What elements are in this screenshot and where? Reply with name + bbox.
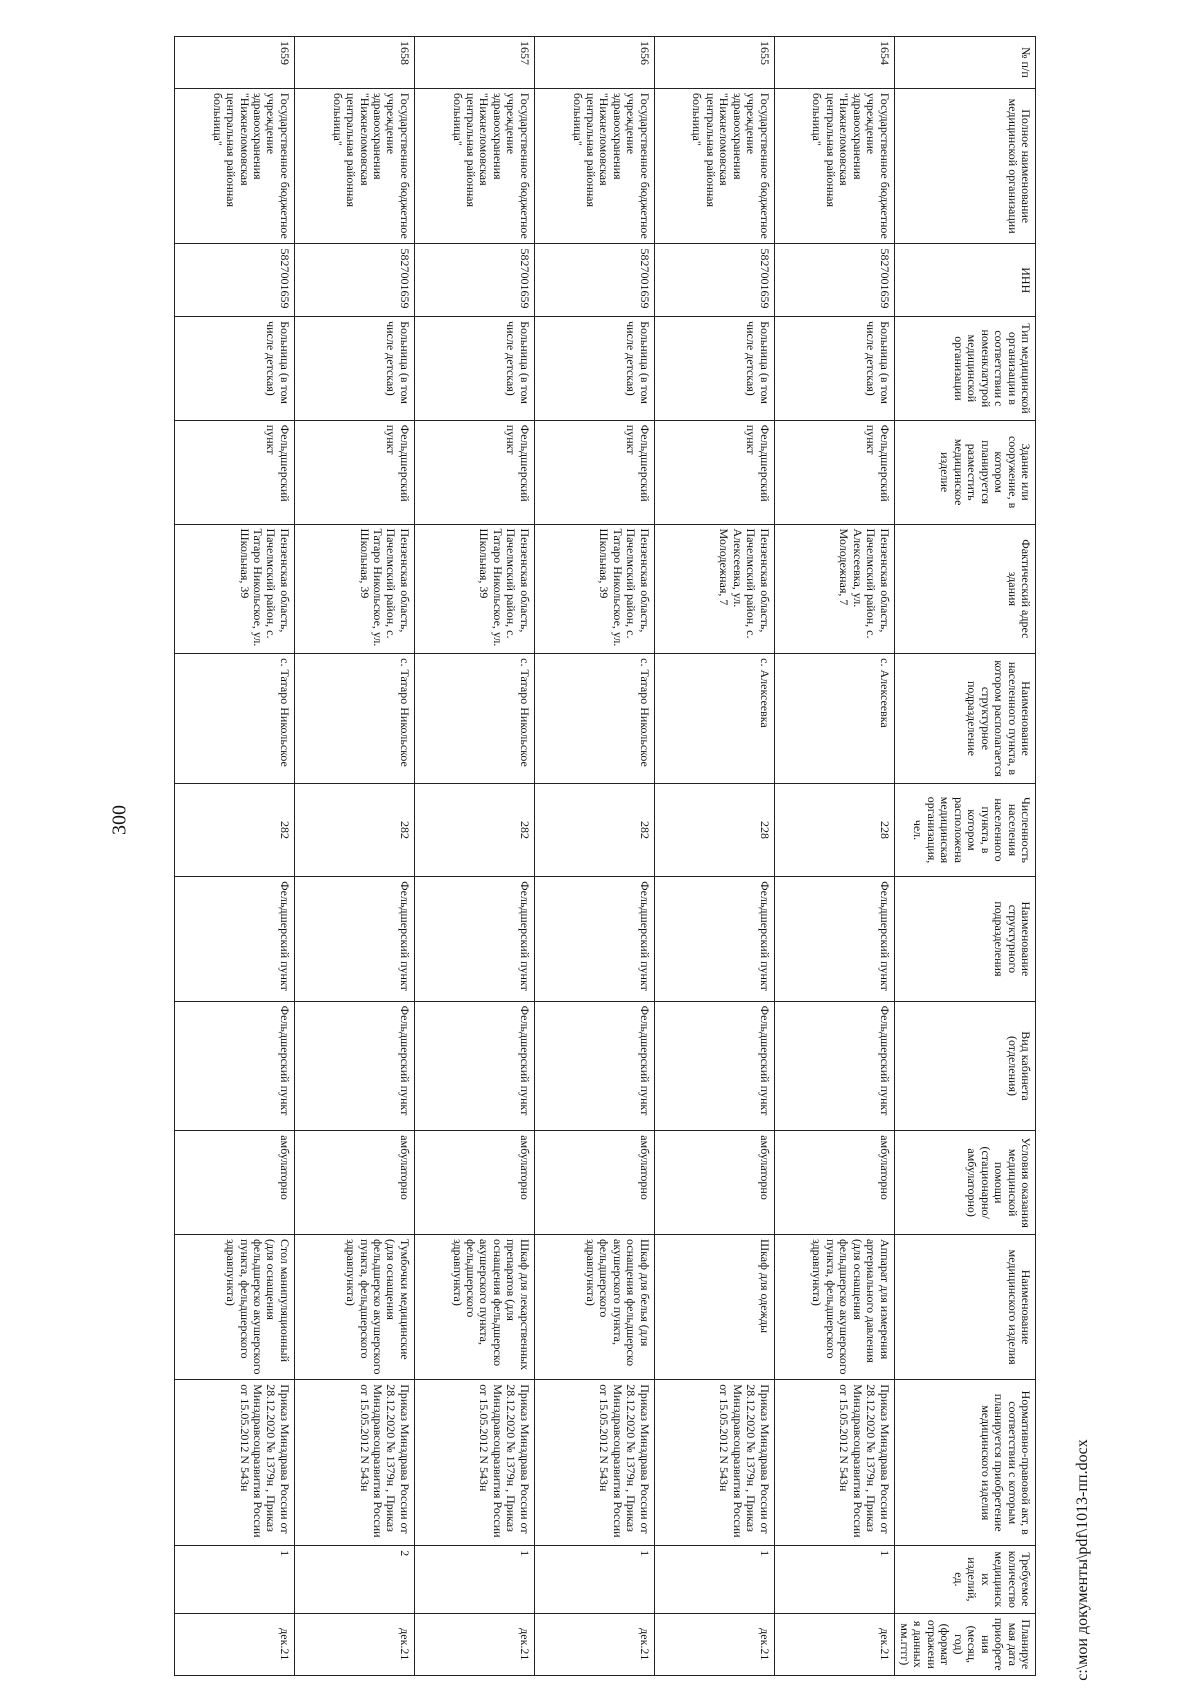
table-header-row — [894, 37, 1035, 1676]
cell-settlement: с. Татаро Никольское — [414, 654, 534, 784]
cell-unit: Фельдшерский пункт — [294, 877, 414, 1001]
cell-population: 282 — [534, 783, 654, 876]
cell-date: дек.21 — [534, 1613, 654, 1675]
cell-address: Пензенская область, Пачелмский район, с. Алексеевка, ул. Молодежная, 7 — [774, 524, 894, 654]
cell-qty: 1 — [654, 1546, 774, 1613]
cell-device: Аппарат для измерения артериального давления (для оснащения фельдшерско акушерского пункта, фельдшерского здравпункта) — [774, 1235, 894, 1380]
cell-building: Фельдшерский пункт — [534, 420, 654, 524]
cell-population: 228 — [654, 783, 774, 876]
equipment-table — [174, 36, 1036, 1676]
table-row — [534, 37, 654, 1676]
cell-num: 1655 — [654, 37, 774, 89]
cell-org: Государственное бюджетное учреждение здравоохранения "Нижнеломовская центральная районная больница" — [534, 88, 654, 244]
cell-population: 282 — [414, 783, 534, 876]
cell-type: Больница (в том числе детская) — [175, 317, 295, 421]
cell-num: 1657 — [414, 37, 534, 89]
page-number: 300 — [108, 805, 131, 835]
header-building: Здание или сооружение, в котором планируется разместить медицинское изделие — [894, 420, 1035, 524]
cell-unit: Фельдшерский пункт — [774, 877, 894, 1001]
cell-qty: 1 — [774, 1546, 894, 1613]
header-inn: ИНН — [894, 244, 1035, 317]
cell-qty: 1 — [534, 1546, 654, 1613]
cell-num: 1654 — [774, 37, 894, 89]
cell-building: Фельдшерский пункт — [774, 420, 894, 524]
cell-num: 1656 — [534, 37, 654, 89]
cell-conditions: амбулаторно — [294, 1131, 414, 1235]
header-unit: Наименование структурного подразделения — [894, 877, 1035, 1001]
cell-cabinet: Фельдшерский пункт — [294, 1001, 414, 1131]
cell-settlement: с. Татаро Никольское — [534, 654, 654, 784]
header-type: Тип медицинской организации в соответствии с номенклатурой медицинской организации — [894, 317, 1035, 421]
cell-cabinet: Фельдшерский пункт — [534, 1001, 654, 1131]
cell-org: Государственное бюджетное учреждение здравоохранения "Нижнеломовская центральная районная больница" — [175, 88, 295, 244]
header-cabinet: Вид кабинета (отделения) — [894, 1001, 1035, 1131]
equipment-table-rotated — [174, 36, 1036, 1676]
cell-device: Тумбочки медицинские (для оснащения фельдшерско акушерского пункта, фельдшерского здравпункта) — [294, 1235, 414, 1380]
cell-date: дек.21 — [774, 1613, 894, 1675]
cell-date: дек.21 — [414, 1613, 534, 1675]
cell-qty: 1 — [175, 1546, 295, 1613]
cell-device: Шкаф для лекарственных препаратов (для оснащения фельдшерско акушерского пункта, фельдшерского здравпункта) — [414, 1235, 534, 1380]
file-path: c:\мои документы\pdf\1013-пп.docx — [1074, 1439, 1091, 1681]
cell-conditions: амбулаторно — [534, 1131, 654, 1235]
cell-org: Государственное бюджетное учреждение здравоохранения "Нижнеломовская центральная районная больница" — [414, 88, 534, 244]
header-num: № п/п — [894, 37, 1035, 89]
cell-inn: 5827001659 — [774, 244, 894, 317]
cell-unit: Фельдшерский пункт — [175, 877, 295, 1001]
cell-unit: Фельдшерский пункт — [534, 877, 654, 1001]
cell-device: Шкаф для одежды — [654, 1235, 774, 1380]
cell-act: Приказ Минздрава России от 28.12.2020 № 1379н , Приказ Минздравсоцразвития России от 15.05.2012 N 543н — [414, 1380, 534, 1546]
cell-type: Больница (в том числе детская) — [294, 317, 414, 421]
cell-type: Больница (в том числе детская) — [414, 317, 534, 421]
cell-settlement: с. Татаро Никольское — [294, 654, 414, 784]
cell-conditions: амбулаторно — [654, 1131, 774, 1235]
cell-unit: Фельдшерский пункт — [654, 877, 774, 1001]
cell-population: 282 — [294, 783, 414, 876]
cell-cabinet: Фельдшерский пункт — [414, 1001, 534, 1131]
cell-date: дек.21 — [654, 1613, 774, 1675]
cell-act: Приказ Минздрава России от 28.12.2020 № 1379н , Приказ Минздравсоцразвития России от 15.05.2012 N 543н — [534, 1380, 654, 1546]
table-row — [414, 37, 534, 1676]
cell-conditions: амбулаторно — [414, 1131, 534, 1235]
cell-num: 1659 — [175, 37, 295, 89]
cell-act: Приказ Минздрава России от 28.12.2020 № 1379н , Приказ Минздравсоцразвития России от 15.05.2012 N 543н — [294, 1380, 414, 1546]
header-device: Наименование медицинского изделия — [894, 1235, 1035, 1380]
table-row — [175, 37, 295, 1676]
cell-cabinet: Фельдшерский пункт — [175, 1001, 295, 1131]
cell-type: Больница (в том числе детская) — [534, 317, 654, 421]
cell-date: дек.21 — [294, 1613, 414, 1675]
cell-address: Пензенская область, Пачелмский район, с. Татаро Никольское, ул. Школьная, 39 — [175, 524, 295, 654]
cell-qty: 2 — [294, 1546, 414, 1613]
cell-org: Государственное бюджетное учреждение здравоохранения "Нижнеломовская центральная районная больница" — [294, 88, 414, 244]
header-date: Планируемая дата приобретения (месяц, год) (формат отражения данных мм.гггг) — [894, 1613, 1035, 1675]
cell-address: Пензенская область, Пачелмский район, с. Татаро Никольское, ул. Школьная, 39 — [534, 524, 654, 654]
cell-type: Больница (в том числе детская) — [774, 317, 894, 421]
header-act: Нормативно-правовой акт, в соответствии с которым планируется приобретение медицинского изделия — [894, 1380, 1035, 1546]
cell-act: Приказ Минздрава России от 28.12.2020 № 1379н , Приказ Минздравсоцразвития России от 15.05.2012 N 543н — [774, 1380, 894, 1546]
cell-device: Стол манипуляционный (для оснащения фельдшерско акушерского пункта, фельдшерского здравпункта) — [175, 1235, 295, 1380]
cell-qty: 1 — [414, 1546, 534, 1613]
cell-cabinet: Фельдшерский пункт — [774, 1001, 894, 1131]
cell-org: Государственное бюджетное учреждение здравоохранения "Нижнеломовская центральная районная больница" — [774, 88, 894, 244]
header-population: Численность населения населенного пункта, в котором расположена медицинская организация, чел. — [894, 783, 1035, 876]
cell-act: Приказ Минздрава России от 28.12.2020 № 1379н , Приказ Минздравсоцразвития России от 15.05.2012 N 543н — [654, 1380, 774, 1546]
cell-settlement: с. Алексеевка — [654, 654, 774, 784]
header-conditions: Условия оказания медицинской помощи (стационарно/амбулаторно) — [894, 1131, 1035, 1235]
table-row — [294, 37, 414, 1676]
cell-num: 1658 — [294, 37, 414, 89]
cell-population: 228 — [774, 783, 894, 876]
cell-inn: 5827001659 — [654, 244, 774, 317]
cell-inn: 5827001659 — [175, 244, 295, 317]
cell-address: Пензенская область, Пачелмский район, с. Татаро Никольское, ул. Школьная, 39 — [414, 524, 534, 654]
table-row — [774, 37, 894, 1676]
cell-building: Фельдшерский пункт — [294, 420, 414, 524]
header-qty: Требуемое количество медицинских изделий, ед. — [894, 1546, 1035, 1613]
cell-building: Фельдшерский пункт — [175, 420, 295, 524]
cell-device: Шкаф для белья (для оснащения фельдшерско акушерского пункта, фельдшерского здравпункта) — [534, 1235, 654, 1380]
cell-date: дек.21 — [175, 1613, 295, 1675]
cell-population: 282 — [175, 783, 295, 876]
table-row — [654, 37, 774, 1676]
cell-building: Фельдшерский пункт — [414, 420, 534, 524]
header-address: Фактический адрес здания — [894, 524, 1035, 654]
cell-building: Фельдшерский пункт — [654, 420, 774, 524]
cell-type: Больница (в том числе детская) — [654, 317, 774, 421]
cell-inn: 5827001659 — [414, 244, 534, 317]
cell-org: Государственное бюджетное учреждение здравоохранения "Нижнеломовская центральная районная больница" — [654, 88, 774, 244]
cell-act: Приказ Минздрава России от 28.12.2020 № 1379н , Приказ Минздравсоцразвития России от 15.05.2012 N 543н — [175, 1380, 295, 1546]
cell-unit: Фельдшерский пункт — [414, 877, 534, 1001]
cell-settlement: с. Алексеевка — [774, 654, 894, 784]
header-settlement: Наименование населенного пункта, в котором располагается структурное подразделение — [894, 654, 1035, 784]
cell-inn: 5827001659 — [534, 244, 654, 317]
cell-address: Пензенская область, Пачелмский район, с. Алексеевка, ул. Молодежная, 7 — [654, 524, 774, 654]
cell-settlement: с. Татаро Никольское — [175, 654, 295, 784]
cell-conditions: амбулаторно — [175, 1131, 295, 1235]
cell-conditions: амбулаторно — [774, 1131, 894, 1235]
header-org: Полное наименование медицинской организации — [894, 88, 1035, 244]
cell-inn: 5827001659 — [294, 244, 414, 317]
cell-cabinet: Фельдшерский пункт — [654, 1001, 774, 1131]
cell-address: Пензенская область, Пачелмский район, с. Татаро Никольское, ул. Школьная, 39 — [294, 524, 414, 654]
